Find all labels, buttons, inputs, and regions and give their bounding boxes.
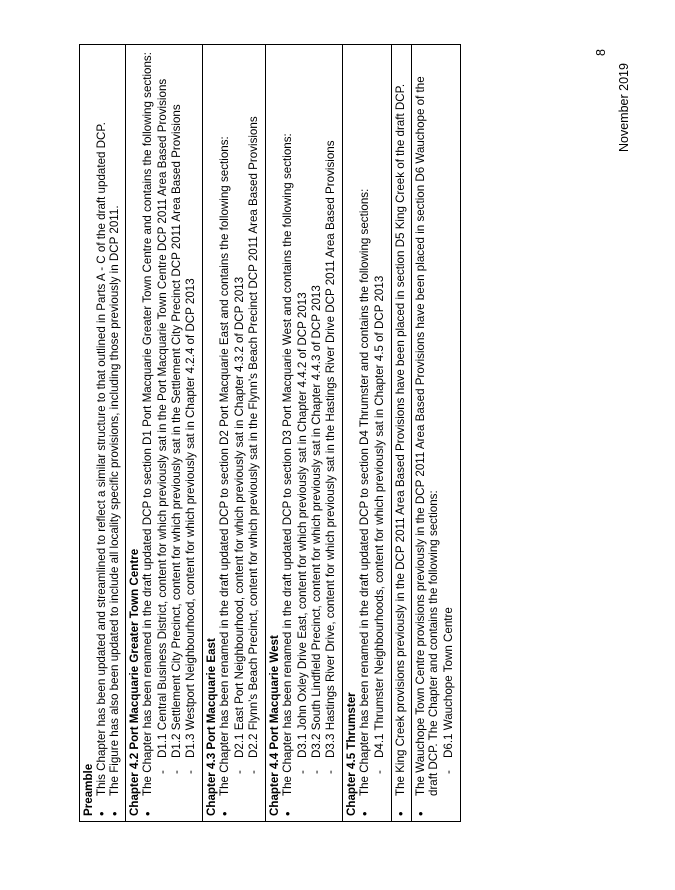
sub-list-item: - D2.2 Flynn’s Beach Precinct, content for which previously sat in the Flynn’s Beach Precinct DCP 2011 Area Based Provisions xyxy=(247,50,260,774)
bullet-list xyxy=(218,50,260,816)
bullet-text: The Figure has also been updated to include all locality specific provisions, including those previously in DCP 2011. xyxy=(108,205,121,796)
table-cell xyxy=(392,45,412,822)
section-title: Chapter 4.2 Port Macquarie Greater Town Centre xyxy=(128,548,141,816)
bullet-list xyxy=(141,50,197,816)
sub-list-item: - D3.2 South Lindfield Precinct, content for which previously sat in Chapter 4.4.3 of DCP 2013 xyxy=(310,50,323,774)
summary-table xyxy=(79,44,461,822)
table-row xyxy=(266,45,343,822)
bullet-text: The Wauchope Town Centre provisions previously in the DCP 2011 Area Based Provisions have been placed in section D6 Wauchope of the draft DCP. The Chapter and contains the following sections: xyxy=(414,76,440,796)
table-row xyxy=(343,45,392,822)
bullet-item xyxy=(108,50,121,800)
bullet-list xyxy=(394,50,407,816)
bullet-text: The King Creek provisions previously in the DCP 2011 Area Based Provisions have been placed in section D5 King Creek of the draft DCP. xyxy=(394,83,407,796)
sub-list-item: - D2.1 East Port Neighbourhood, content for which previously sat in Chapter 4.3.2 of DCP 2013 xyxy=(233,50,246,774)
sub-list-item: - D1.2 Settlement City Precinct, content for which previously sat in the Settlement City Precinct DCP 2011 Area Based Provisions xyxy=(170,50,183,774)
section-title: Preamble xyxy=(82,763,95,816)
sub-list-item: - D1.1 Central Business District, content for which previously sat in the Port Macquarie Town Centre DCP 2011 Area Based Provisions xyxy=(156,50,169,774)
bullet-item xyxy=(358,50,386,800)
bullet-list xyxy=(358,50,386,816)
bullet-text: The Chapter has been renamed in the draft updated DCP to section D4 Thrumster and contains the following sections: xyxy=(358,188,371,796)
table-row xyxy=(126,45,203,822)
page-number: 8 xyxy=(594,49,608,56)
summary-table-body xyxy=(80,45,461,822)
bullet-list xyxy=(281,50,337,816)
bullet-item xyxy=(95,50,108,800)
table-cell xyxy=(412,45,461,822)
bullet-item xyxy=(414,50,455,800)
sub-list xyxy=(373,50,386,796)
section-title: Chapter 4.5 Thrumster xyxy=(345,692,358,816)
table-row xyxy=(392,45,412,822)
table-cell xyxy=(80,45,126,822)
table-row xyxy=(412,45,461,822)
section-title: Chapter 4.3 Port Macquarie East xyxy=(205,638,218,816)
sub-list xyxy=(233,50,260,796)
bullet-item xyxy=(281,50,337,800)
bullet-item xyxy=(394,50,407,800)
table-cell xyxy=(203,45,266,822)
table-row xyxy=(203,45,266,822)
sub-list-item: - D3.3 Hastings River Drive, content for which previously sat in the Hastings River Drive DCP 2011 Area Based Provisions xyxy=(324,50,337,774)
bullet-list xyxy=(414,50,455,816)
bullet-text: The Chapter has been renamed in the draft updated DCP to section D1 Port Macquarie Greater Town Centre and contains the following sections: xyxy=(141,52,154,796)
bullet-text: The Chapter has been renamed in the draft updated DCP to section D2 Port Macquarie East and contains the following sections: xyxy=(218,136,231,796)
bullet-list xyxy=(95,50,121,816)
sub-list-item: - D1.3 Westport Neighbourhood, content for which previously sat in Chapter 4.2.4 of DCP 2013 xyxy=(184,50,197,774)
bullet-text: This Chapter has been updated and streamlined to reflect a similar structure to that outlined in Parts A - C of the draft updated DCP. xyxy=(95,122,108,796)
sub-list-item: - D4.1 Thrumster Neighbourhoods, content for which previously sat in Chapter 4.5 of DCP 2013 xyxy=(373,50,386,774)
table-cell xyxy=(126,45,203,822)
sub-list xyxy=(156,50,197,796)
bullet-item xyxy=(141,50,197,800)
table-cell xyxy=(343,45,392,822)
page-date: November 2019 xyxy=(617,63,631,152)
bullet-text: The Chapter has been renamed in the draft updated DCP to section D3 Port Macquarie West and contains the following sections: xyxy=(281,133,294,796)
sub-list-item: - D6.1 Wauchope Town Centre xyxy=(442,50,455,774)
table-cell xyxy=(266,45,343,822)
sub-list xyxy=(296,50,337,796)
bullet-item xyxy=(218,50,260,800)
section-title: Chapter 4.4 Port Macquarie West xyxy=(268,635,281,816)
table-row xyxy=(80,45,126,822)
sub-list xyxy=(442,50,455,796)
sub-list-item: - D3.1 John Oxley Drive East, content for which previously sat in Chapter 4.4.2 of DCP 2013 xyxy=(296,50,309,774)
